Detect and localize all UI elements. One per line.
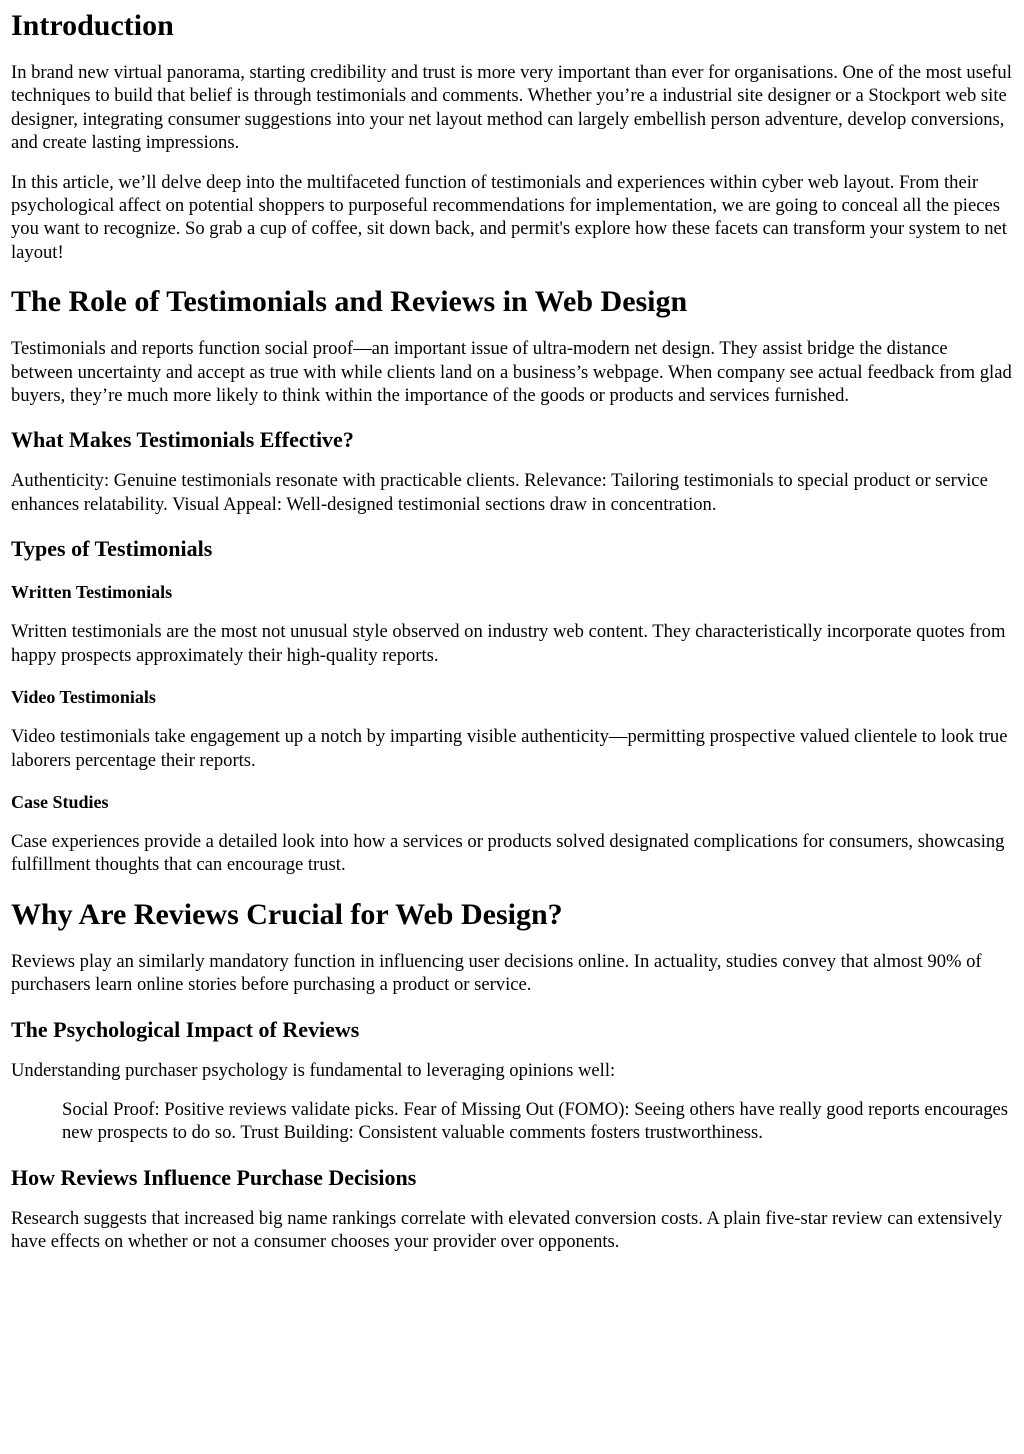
- influence-paragraph: Research suggests that increased big name rankings correlate with elevated conversion costs. A plain five-star review can extensively have effects on whether or not a consumer chooses your provider over opponents.: [11, 1207, 1003, 1253]
- influence-heading: How Reviews Influence Purchase Decisions: [11, 1164, 417, 1190]
- video-paragraph: Video testimonials take engagement up a notch by imparting visible authenticity—permitting prospective valued clientele to look true laborers percentage their reports.: [11, 726, 1008, 771]
- why-paragraph: Reviews play an similarly mandatory function in influencing user decisions online. In actuality, studies convey that almost 90% of purchasers learn online stories before purchasing a product or service.: [11, 950, 982, 996]
- psych-paragraph: Understanding purchaser psychology is fundamental to leveraging opinions well:: [11, 1059, 616, 1081]
- case-heading: Case Studies: [11, 791, 109, 812]
- why-heading: Why Are Reviews Crucial for Web Design?: [11, 897, 563, 931]
- intro-paragraph-2: In this article, we’ll delve deep into the multifaceted function of testimonials and experiences within cyber web layout. From their psychological affect on potential shoppers to purposeful recommendations for implementation, we are going to conceal all the pieces you want to recognize. So grab a cup of coffee, sit down back, and permit's explore how these facets can transform your system to net layout!: [11, 171, 1007, 263]
- types-heading: Types of Testimonials: [11, 536, 213, 562]
- effective-heading: What Makes Testimonials Effective?: [11, 427, 354, 453]
- case-paragraph: Case experiences provide a detailed look into how a services or products solved designated complications for consumers, showcasing fulfillment thoughts that can encourage trust.: [11, 830, 1005, 876]
- intro-paragraph-1: In brand new virtual panorama, starting credibility and trust is more very important than ever for organisations. One of the most useful techniques to build that belief is through testimonials and comments. Whether you’re a industrial site designer or a Stockport web site designer, integrating consumer suggestions into your net layout method can largely embellish person adventure, develop conversions, and create lasting impressions.: [11, 62, 1012, 154]
- psych-heading: The Psychological Impact of Reviews: [11, 1016, 360, 1042]
- video-heading: Video Testimonials: [11, 687, 156, 708]
- written-heading: Written Testimonials: [11, 582, 173, 603]
- intro-heading: Introduction: [11, 9, 174, 42]
- role-paragraph: Testimonials and reports function social proof—an important issue of ultra-modern net design. They assist bridge the distance between uncertainty and accept as true with while clients land on a business’s webpage. When company see actual feedback from glad buyers, they’re much more likely to think within the importance of the goods or products and services furnished.: [11, 338, 1012, 407]
- psych-quote: Social Proof: Positive reviews validate picks. Fear of Missing Out (FOMO): Seeing others have really good reports encourages new prospects to do so. Trust Building: Consistent valuable comments fosters trustworthiness.: [62, 1098, 1009, 1144]
- role-heading: The Role of Testimonials and Reviews in Web Design: [11, 285, 688, 319]
- effective-paragraph: Authenticity: Genuine testimonials resonate with practicable clients. Relevance: Tailoring testimonials to special product or service enhances relatability. Visual Appeal: Well-designed testimonial sections draw in concentration.: [11, 470, 988, 515]
- written-paragraph: Written testimonials are the most not unusual style observed on industry web content. They characteristically incorporate quotes from happy prospects approximately their high-quality reports.: [11, 621, 1006, 666]
- article: [0, 8, 1024, 1254]
